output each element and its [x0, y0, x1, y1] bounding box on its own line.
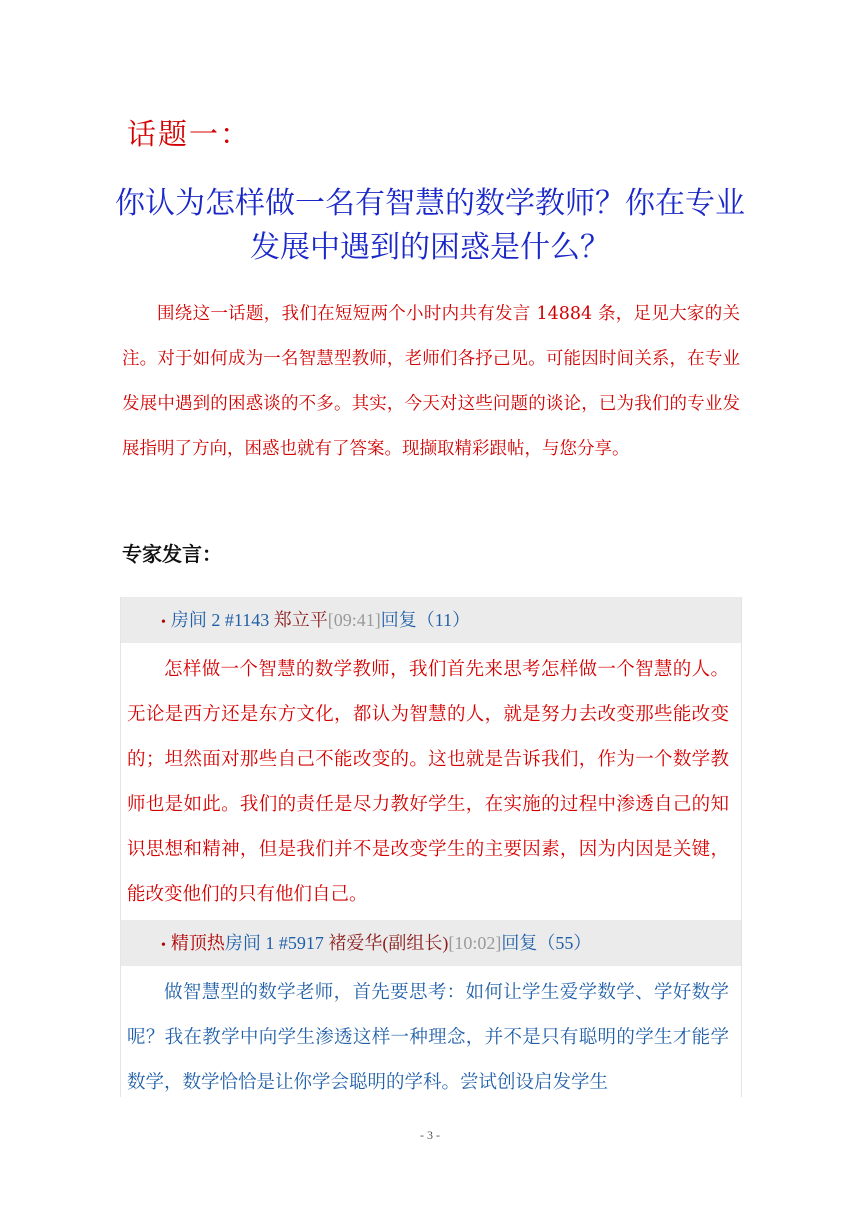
bullet-icon: • — [161, 615, 166, 630]
intro-paragraph: 围绕这一话题，我们在短短两个小时内共有发言 14884 条，足见大家的关注。对于如何成为一名智慧型教师，老师们各抒己见。可能因时间关系，在专业发展中遇到的困惑谈的不多。其实，今天对这些问题的谈论，已为我们的专业发展指明了方向，困惑也就有了答案。现撷取精彩跟帖，与您分享。 — [122, 304, 740, 459]
post-room[interactable]: 房间 1 #5917 — [224, 933, 329, 953]
post-time: [10:02] — [448, 933, 502, 953]
post-author[interactable]: 郑立平 — [273, 610, 328, 630]
post-tags: 精顶热 — [170, 933, 225, 953]
post-reply-link[interactable]: 回复（55） — [501, 933, 592, 953]
bullet-icon: • — [161, 938, 166, 953]
topic-title: 话题一： — [127, 117, 252, 151]
post-author[interactable]: 褚爱华(副组长) — [328, 933, 449, 953]
post-item — [121, 920, 741, 1097]
post-reply-link[interactable]: 回复（11） — [380, 610, 471, 630]
post-list — [120, 597, 742, 1097]
post-header — [121, 920, 741, 966]
post-body: 做智慧型的数学老师，首先要思考：如何让学生爱学数学、学好数学呢？我在教学中向学生渗透这样一种理念，并不是只有聪明的学生才能学数学，数学恰恰是让你学会聪明的学科。尝试创设启发学生 — [127, 982, 729, 1093]
post-body: 怎样做一个智慧的数学教师，我们首先来思考怎样做一个智慧的人。无论是西方还是东方文化，都认为智慧的人，就是努力去改变那些能改变的；坦然面对那些自己不能改变的。这也就是告诉我们，作为一个数学教师也是如此。我们的责任是尽力教好学生，在实施的过程中渗透自己的知识思想和精神，但是我们并不是改变学生的主要因素，因为内因是关键，能改变他们的只有他们自己。 — [127, 659, 729, 905]
section-label-expert: 专家发言： — [122, 542, 222, 566]
post-time: [09:41] — [327, 610, 381, 630]
post-header — [121, 597, 741, 643]
post-item — [121, 597, 741, 920]
post-room[interactable]: 房间 2 #1143 — [170, 610, 274, 630]
page-number: - 3 - — [420, 1128, 440, 1142]
question-heading: 你认为怎样做一名有智慧的数学教师？你在专业发展中遇到的困惑是什么？ — [115, 186, 745, 265]
